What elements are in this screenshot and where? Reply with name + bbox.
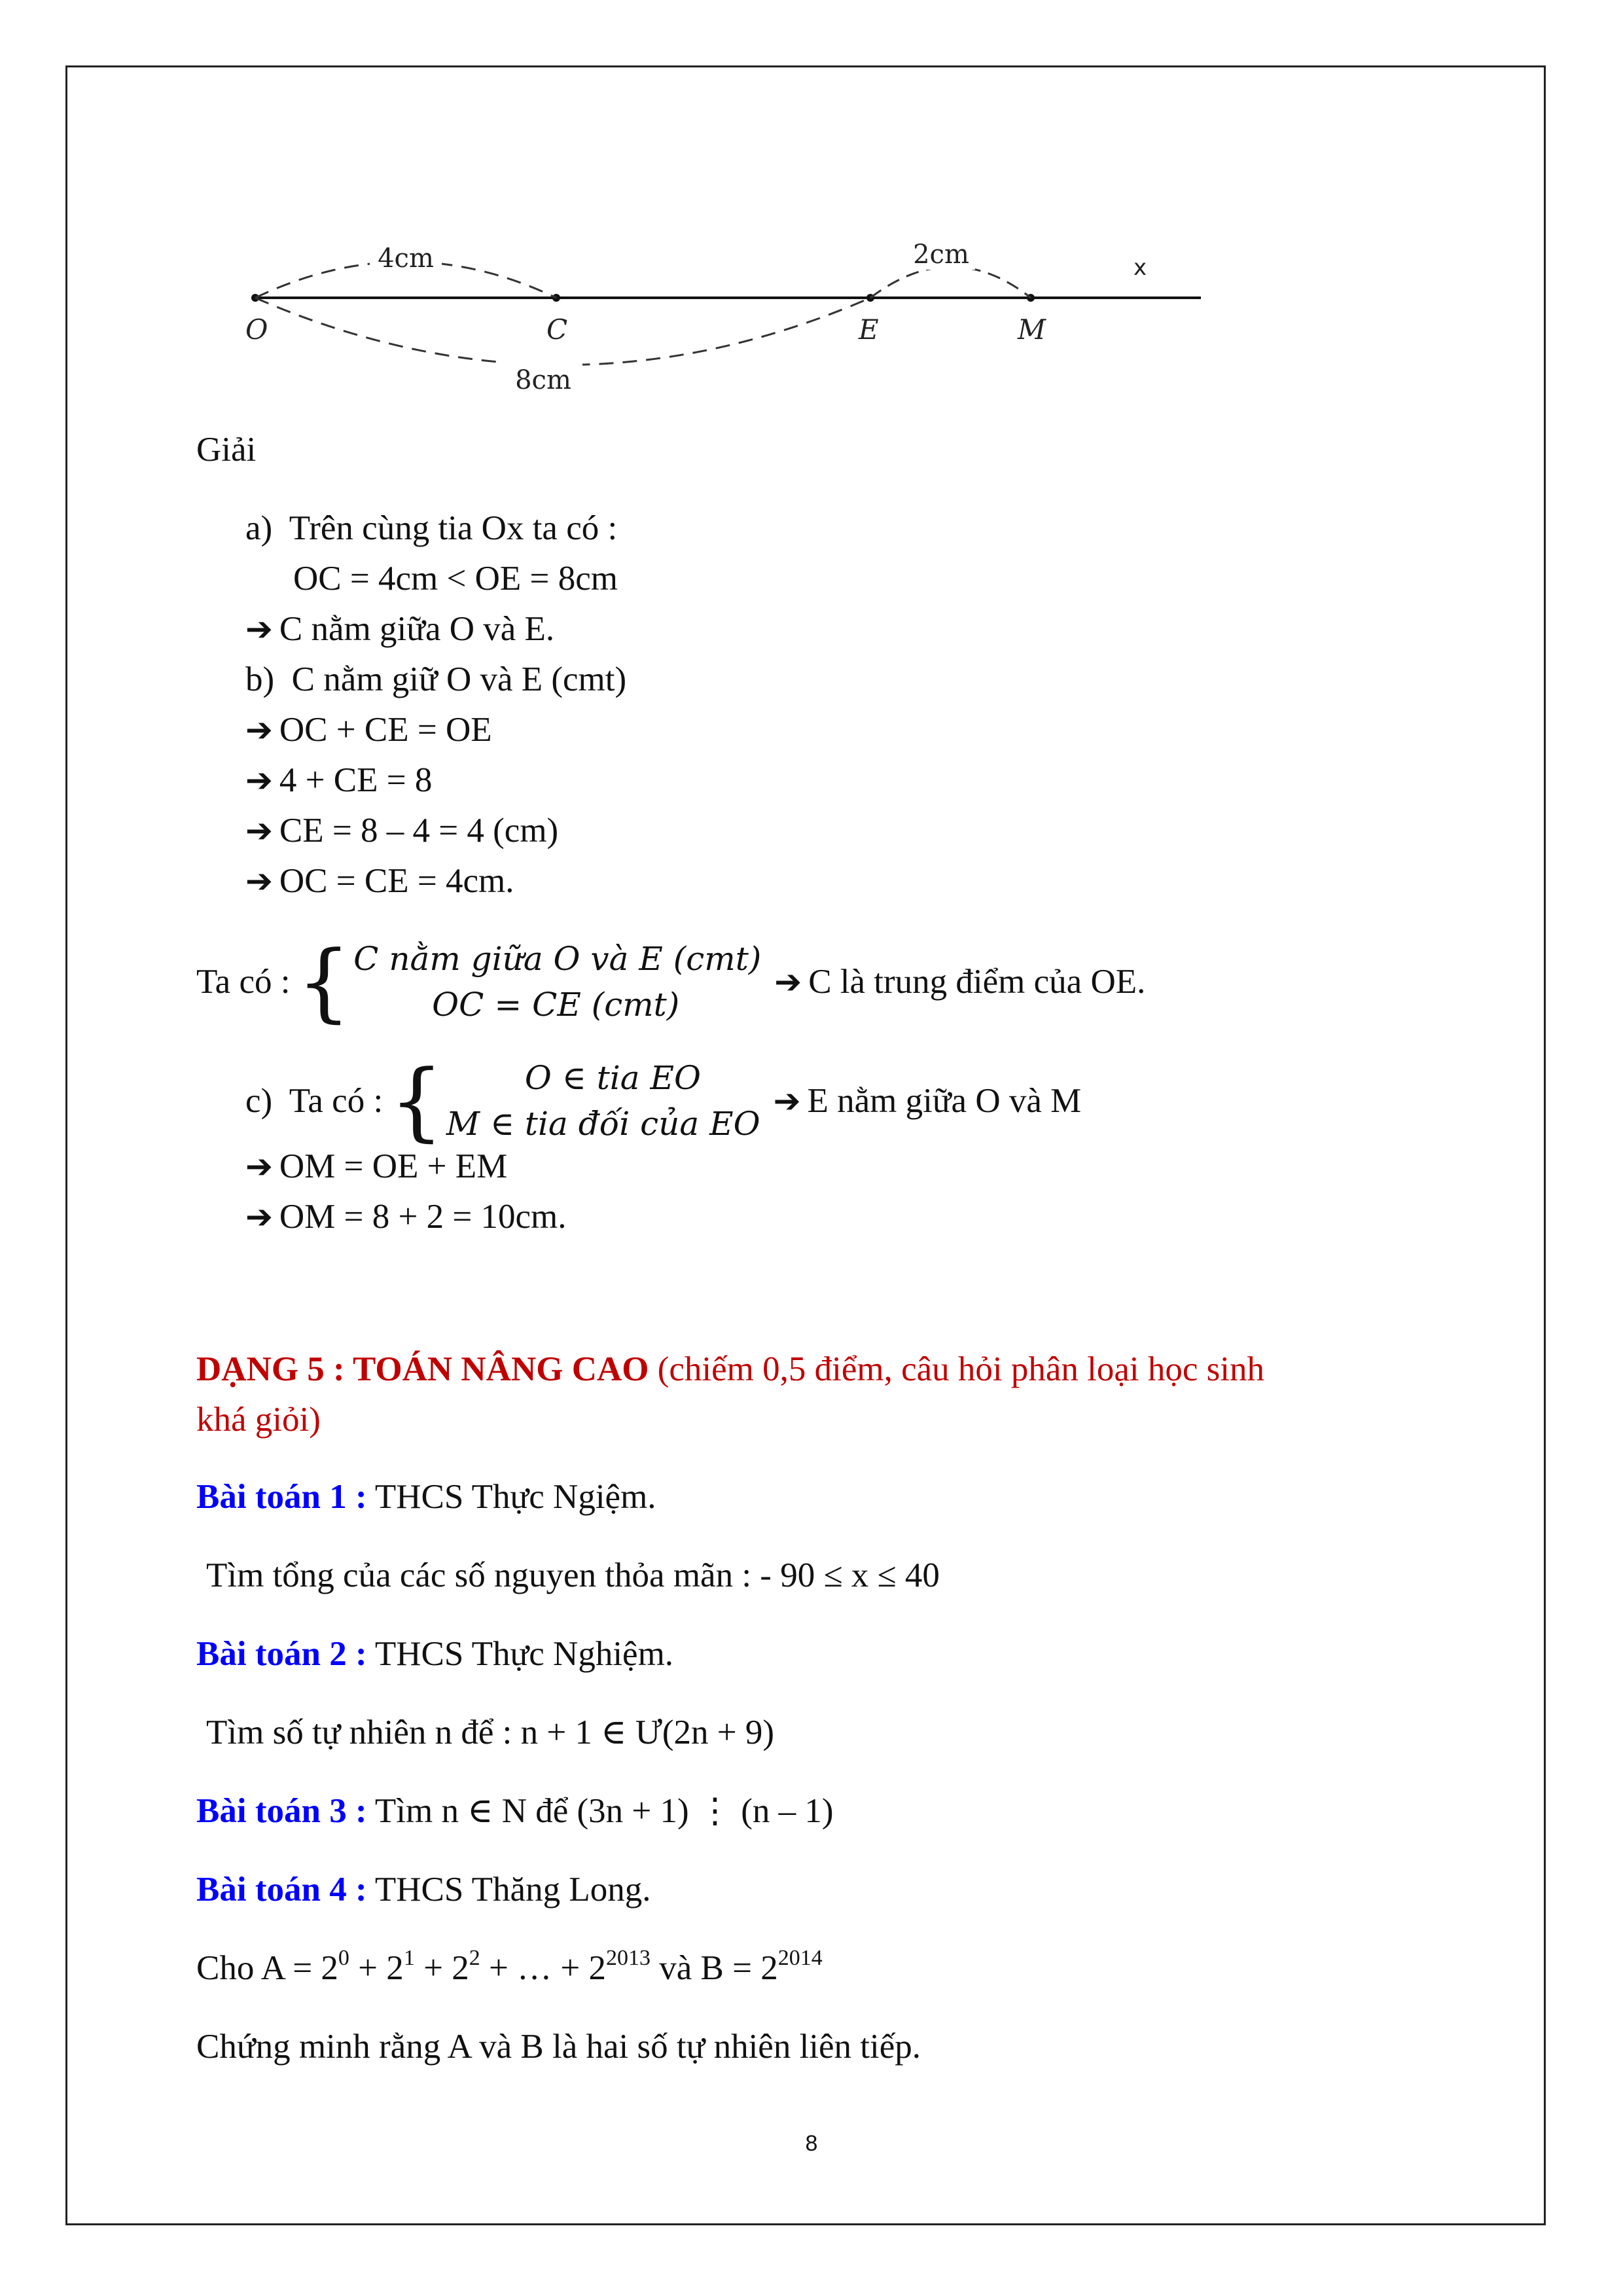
- problem-1-text: Tìm tổng của các số nguyen thỏa mãn : - 90 ≤ x ≤ 40: [206, 1556, 940, 1594]
- part-c-line3: ➔ OM = 8 + 2 = 10cm.: [245, 1198, 567, 1236]
- problem-2-text: Tìm số tự nhiên n để : n + 1 ∈ Ư(2n + 9): [206, 1713, 775, 1751]
- part-c-system: c) Ta có : { O ∈ tia EO M ∈ tia đối của EO ➔ E nằm giữa O và M: [245, 1051, 1082, 1151]
- arrow-icon: ➔: [245, 812, 273, 850]
- problem-1-header: Bài toán 1 : THCS Thực Ngiệm.: [196, 1478, 656, 1516]
- page-number: 8: [805, 2131, 818, 2156]
- label-8cm: 8cm: [515, 365, 571, 395]
- label-ray-x: x: [1133, 255, 1147, 281]
- midpoint-cond2: OC = CE (cmt): [432, 986, 680, 1024]
- arrow-icon: ➔: [774, 963, 802, 1001]
- label-point-e: E: [859, 314, 879, 346]
- solution-heading: Giải: [196, 431, 257, 469]
- part-b-line5: ➔ OC = CE = 4cm.: [245, 862, 514, 900]
- part-a-line3: ➔ C nằm giữa O và E.: [245, 610, 555, 648]
- arrow-icon: ➔: [773, 1082, 801, 1120]
- arrow-icon: ➔: [245, 761, 273, 799]
- problem-4-statement: Chứng minh rằng A và B là hai số tự nhiên liên tiếp.: [196, 2028, 921, 2066]
- part-c-cond1: O ∈ tia EO: [524, 1059, 701, 1097]
- label-2cm: 2cm: [913, 240, 969, 270]
- arrow-icon: ➔: [245, 862, 273, 900]
- label-point-m: M: [1018, 314, 1046, 346]
- label-point-c: C: [546, 314, 568, 346]
- part-c-line2: ➔ OM = OE + EM: [245, 1147, 508, 1185]
- part-b-line2: ➔ OC + CE = OE: [245, 711, 492, 749]
- arrow-icon: ➔: [245, 1147, 273, 1185]
- brace-icon: {: [389, 1051, 444, 1151]
- arrow-icon: ➔: [245, 1198, 273, 1236]
- part-a-line2: OC = 4cm < OE = 8cm: [293, 560, 618, 598]
- section-title-line2: khá giỏi): [196, 1401, 321, 1439]
- label-point-o: O: [245, 314, 268, 346]
- part-b-line3: ➔ 4 + CE = 8: [245, 761, 433, 799]
- midpoint-cond1: C nằm giữa O và E (cmt): [353, 940, 762, 978]
- label-4cm: 4cm: [378, 243, 434, 274]
- arc-em: [870, 267, 1031, 298]
- part-a-line1: a) Trên cùng tia Ox ta có :: [245, 509, 618, 547]
- problem-4-formula: Cho $A = 2^0 + 2^1 + 2^2$ + … + $2^{2013}$ và $B = 2^{2014}$: [196, 1946, 823, 1987]
- arrow-icon: ➔: [245, 711, 273, 749]
- problem-3: Bài toán 3 : Tìm n ∈ N để (3n + 1) ⋮ (n – 1): [196, 1792, 834, 1830]
- problem-4-header: Bài toán 4 : THCS Thăng Long.: [196, 1871, 651, 1909]
- arrow-icon: ➔: [245, 610, 273, 648]
- brace-icon: {: [296, 932, 351, 1031]
- ray-diagram: [216, 229, 1224, 412]
- part-b-line1: b) C nằm giữ O và E (cmt): [245, 660, 627, 698]
- midpoint-system: Ta có : { C nằm giữa O và E (cmt) OC = CE (cmt) ➔ C là trung điểm của OE.: [196, 932, 1146, 1031]
- problem-2-header: Bài toán 2 : THCS Thực Nghiệm.: [196, 1635, 674, 1673]
- part-c-cond2: M ∈ tia đối của EO: [446, 1105, 760, 1143]
- section-title: DẠNG 5 : TOÁN NÂNG CAO (chiếm 0,5 điểm, câu hỏi phân loại học sinh: [196, 1350, 1265, 1388]
- part-b-line4: ➔ CE = 8 – 4 = 4 (cm): [245, 812, 559, 850]
